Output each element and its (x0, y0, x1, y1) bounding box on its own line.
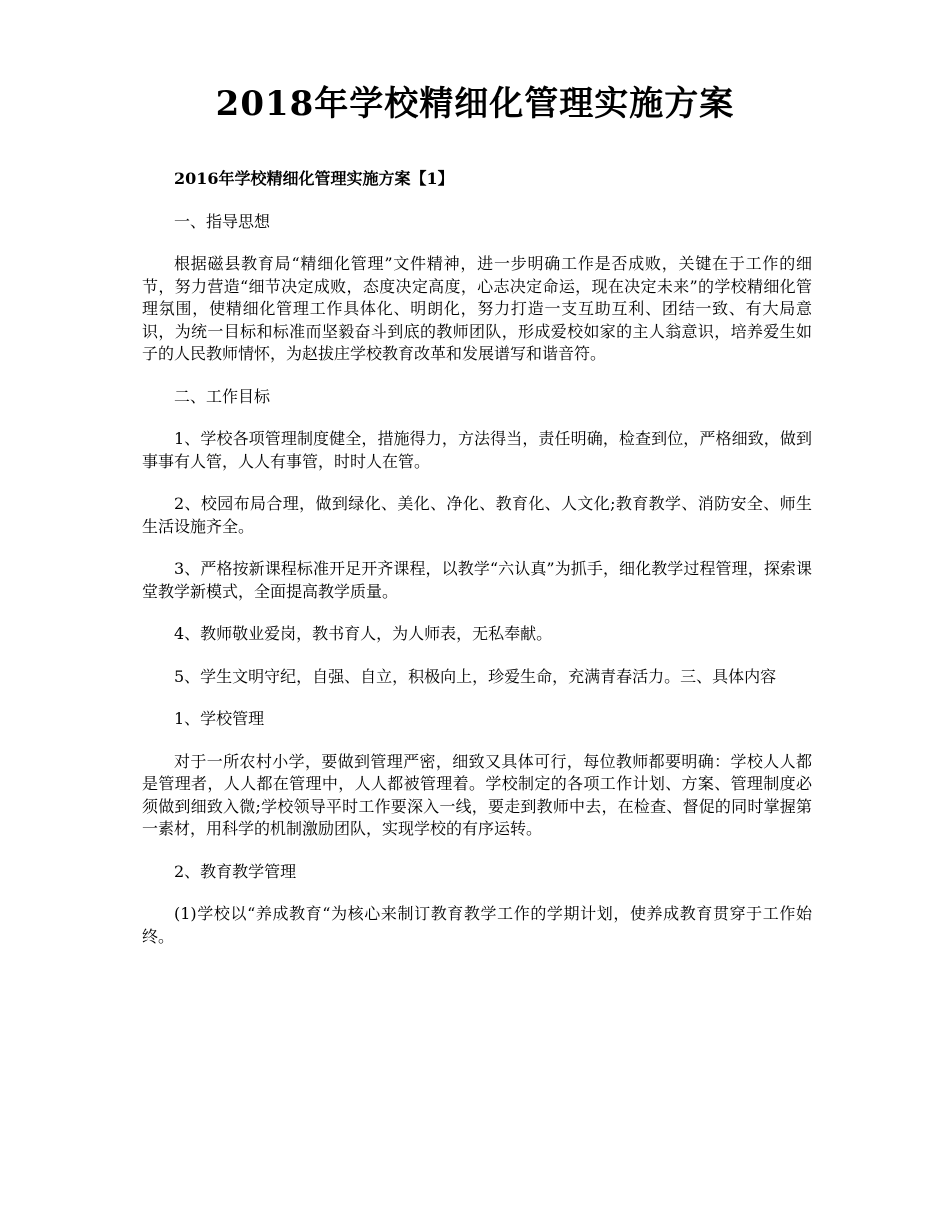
section-heading-guiding-ideology: 一、指导思想 (174, 211, 271, 231)
spacer (142, 233, 812, 253)
paragraph: 2、校园布局合理，做到绿化、美化、净化、教育化、人文化;教育教学、消防安全、师生生活设施齐全。 (142, 494, 812, 536)
paragraph: (1)学校以“养成教育“为核心来制订教育教学工作的学期计划，使养成教育贯穿于工作始终。 (142, 904, 812, 946)
paragraph: 4、教师敬业爱岗，教书育人，为人师表，无私奉献。 (174, 624, 553, 643)
paragraph: 1、学校各项管理制度健全，措施得力，方法得当，责任明确，检查到位，严格细致，做到事事有人管，人人有事管，时时人在管。 (142, 429, 812, 471)
spacer (142, 883, 812, 903)
document-subtitle: 2016年学校精细化管理实施方案【1】 (174, 169, 454, 188)
spacer (142, 731, 812, 751)
spacer (142, 646, 812, 666)
subsection-heading-school-management: 1、学校管理 (174, 709, 265, 728)
section-heading-work-goals: 二、工作目标 (174, 386, 271, 406)
spacer (142, 538, 812, 558)
spacer (142, 603, 812, 623)
spacer (142, 408, 812, 428)
paragraph: 根据磁县教育局“精细化管理”文件精神，进一步明确工作是否成败，关键在于工作的细节，努力营造“细节决定成败，态度决定高度，心志决定命运，现在决定未来”的学校精细化管理氛围，使精细化管理工作具体化、明朗化，努力打造一支互助互利、团结一致、有大局意识，为统一目标和标准而坚毅奋斗到底的教师团队，形成爱校如家的主人翁意识，培养爱生如子的人民教师情怀，为赵拔庄学校教育改革和发展谱写和谐音符。 (142, 254, 812, 363)
paragraph: 对于一所农村小学，要做到管理严密，细致又具体可行，每位教师都要明确：学校人人都是管理者，人人都在管理中，人人都被管理着。学校制定的各项工作计划、方案、管理制度必须做到细致入微;学校领导平时工作要深入一线，要走到教师中去，在检查、督促的同时掌握第一素材，用科学的机制激励团队，实现学校的有序运转。 (142, 751, 812, 838)
spacer (142, 191, 812, 211)
subsection-heading-teaching-management: 2、教育教学管理 (174, 861, 297, 881)
document-body (142, 168, 812, 948)
spacer (142, 841, 812, 861)
spacer (142, 366, 812, 386)
paragraph: 5、学生文明守纪，自强、自立，积极向上，珍爱生命，充满青春活力。三、具体内容 (174, 666, 777, 686)
spacer (142, 688, 812, 708)
paragraph: 3、严格按新课程标准开足开齐课程，以教学“六认真”为抓手，细化教学过程管理，探索课堂教学新模式，全面提高教学质量。 (142, 559, 812, 601)
spacer (142, 473, 812, 493)
document-title: 2018年学校精细化管理实施方案 (215, 84, 735, 124)
